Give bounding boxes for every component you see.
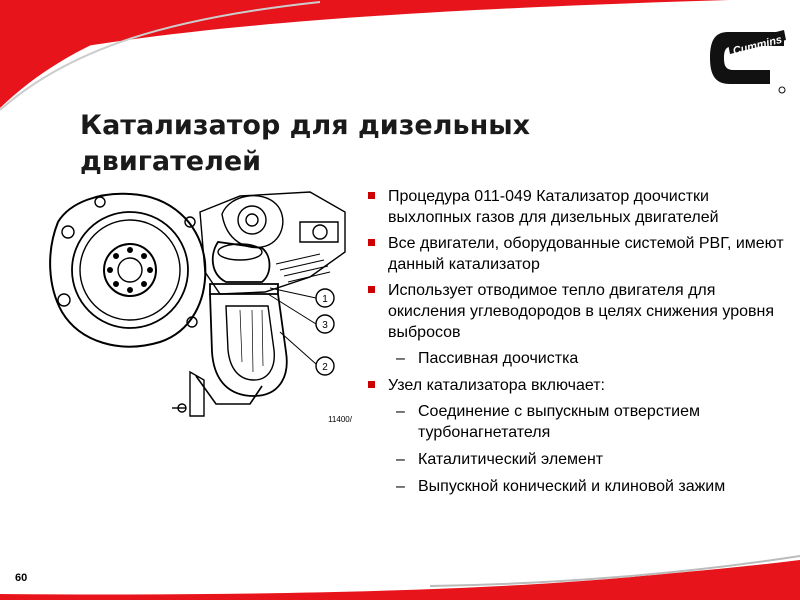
- subbullet-catalytic-element: – Каталитический элемент: [366, 449, 786, 470]
- cummins-logo: [708, 20, 790, 96]
- subbullet-cone-clamp: – Выпускной конический и клиновой зажим: [366, 476, 786, 497]
- catalyst-housing: [210, 294, 287, 396]
- flywheel: [72, 212, 188, 328]
- callout-label-2: 2: [322, 362, 328, 373]
- subbullet-passive: – Пассивная доочистка: [366, 348, 786, 369]
- bottom-red-band: [0, 560, 800, 600]
- callout-leader-1: [270, 288, 316, 298]
- catalyst-element: [226, 306, 274, 380]
- bullet-list: [366, 186, 786, 503]
- engine-diagram: [40, 182, 360, 432]
- bullet-egr-engines: Все двигатели, оборудованные системой РВГ, имеют данный катализатор: [366, 233, 786, 275]
- turbo-wheel-inner: [246, 214, 258, 226]
- flywheel-center: [118, 258, 142, 282]
- housing-bosses: [58, 197, 197, 327]
- logo-wordmark: Cummins: [731, 33, 784, 58]
- subbullet-turbo-connection: – Соединение с выпускным отверстием турбонагнетателя: [366, 401, 786, 443]
- turbo-wheel: [238, 206, 266, 234]
- bullet-assembly: Узел катализатора включает:: [366, 375, 786, 396]
- hub-bolts: [107, 247, 153, 293]
- flywheel-housing: [50, 194, 205, 347]
- bullet-procedure: Процедура 011-049 Катализатор доочистки выхлопных газов для дизельных двигателей: [366, 186, 786, 228]
- callout-label-3: 3: [322, 320, 328, 331]
- page-number: 60: [15, 572, 28, 584]
- turbocharger: [222, 196, 283, 248]
- catalyst-shading: [240, 310, 263, 372]
- slide-title: Катализатор для дизельных двигателей: [80, 110, 531, 177]
- logo-registered-mark: [779, 87, 785, 93]
- elbow-opening: [218, 244, 262, 260]
- callout-label-1: 1: [322, 294, 328, 305]
- intake-port: [313, 225, 327, 239]
- flywheel-ring: [80, 220, 180, 320]
- bullet-oxidation: Использует отводимое тепло двигателя для окисления углеводородов в целях снижения уровня выбросов: [366, 280, 786, 343]
- callout-leader-3: [268, 294, 316, 324]
- figure-reference: 11400/: [328, 415, 352, 424]
